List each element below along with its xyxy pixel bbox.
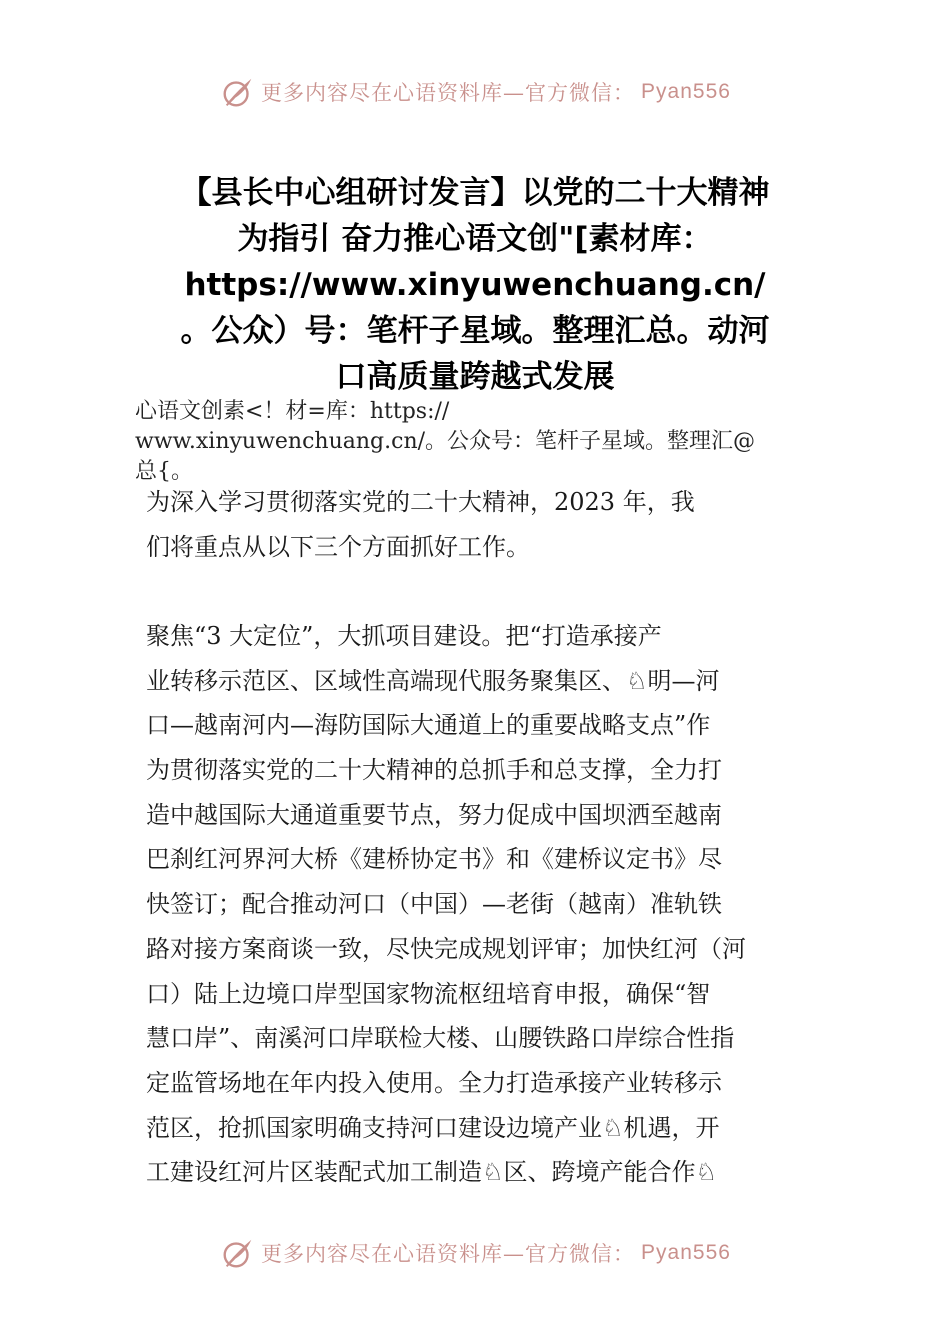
source-note: [135, 397, 835, 487]
title-line: 。公众）号：笔杆子星域。整理汇总。动河: [180, 313, 770, 349]
paragraph-line: 口）陆上边境口岸型国家物流枢纽培育申报，确保“智: [146, 979, 711, 1008]
banner-wechat-id: Pyan556: [641, 80, 731, 103]
banner-text: 更多内容尽在心语资料库—官方微信：: [261, 81, 636, 105]
title-line: 【县长中心组研讨发言】以党的二十大精神: [180, 175, 770, 211]
paragraph-line: 业转移示范区、区域性高端现代服务聚集区、♘明—河: [146, 666, 720, 695]
header-watermark-banner: [0, 72, 950, 112]
title-line: 为指引 奋力推心语文创"[素材库：: [237, 221, 713, 257]
paragraph-line: 口—越南河内—海防国际大通道上的重要战略支点”作: [146, 711, 711, 740]
banner-wechat-id: Pyan556: [641, 1241, 731, 1264]
paragraph-line: 范区，抢抓国家明确支持河口建设边境产业♘机遇，开: [146, 1113, 720, 1142]
paragraph-line: 们将重点从以下三个方面抓好工作。: [146, 532, 530, 561]
body-paragraph: [146, 614, 816, 1195]
note-line: www.xinyuwenchuang.cn/。公众号：笔杆子星域。整理汇@: [135, 429, 756, 454]
intro-paragraph: [146, 480, 816, 569]
title-line: 口高质量跨越式发展: [335, 359, 615, 395]
paragraph-line: 定监管场地在年内投入使用。全力打造承接产业转移示: [146, 1068, 722, 1097]
quill-logo-icon: [219, 73, 257, 111]
paragraph-line: 为深入学习贯彻落实党的二十大精神，2023 年，我: [146, 488, 695, 516]
paragraph-line: 巴刹红河界河大桥《建桥协定书》和《建桥议定书》尽: [146, 845, 722, 874]
title-line: https://www.xinyuwenchuang.cn/: [184, 267, 766, 303]
paragraph-line: 工建设红河片区装配式加工制造♘区、跨境产能合作♘: [146, 1158, 718, 1187]
paragraph-line: 慧口岸”、南溪河口岸联检大楼、山腰铁路口岸综合性指: [146, 1024, 735, 1053]
paragraph-line: 快签订；配合推动河口（中国）—老街（越南）准轨铁: [146, 890, 722, 919]
paragraph-line: 为贯彻落实党的二十大精神的总抓手和总支撑，全力打: [146, 756, 722, 785]
footer-watermark-banner: [0, 1233, 950, 1273]
paragraph-line: 聚焦“3 大定位”，大抓项目建设。把“打造承接产: [146, 622, 662, 650]
paragraph-line: 造中越国际大通道重要节点，努力促成中国坝洒至越南: [146, 800, 722, 829]
note-line: 心语文创素<！材=库：https://: [135, 399, 450, 424]
banner-text: 更多内容尽在心语资料库—官方微信：: [261, 1242, 636, 1266]
document-title: [120, 170, 830, 400]
quill-logo-icon: [219, 1234, 257, 1272]
note-line: 总{。: [135, 459, 193, 484]
paragraph-line: 路对接方案商谈一致，尽快完成规划评审；加快红河（河: [146, 934, 746, 963]
